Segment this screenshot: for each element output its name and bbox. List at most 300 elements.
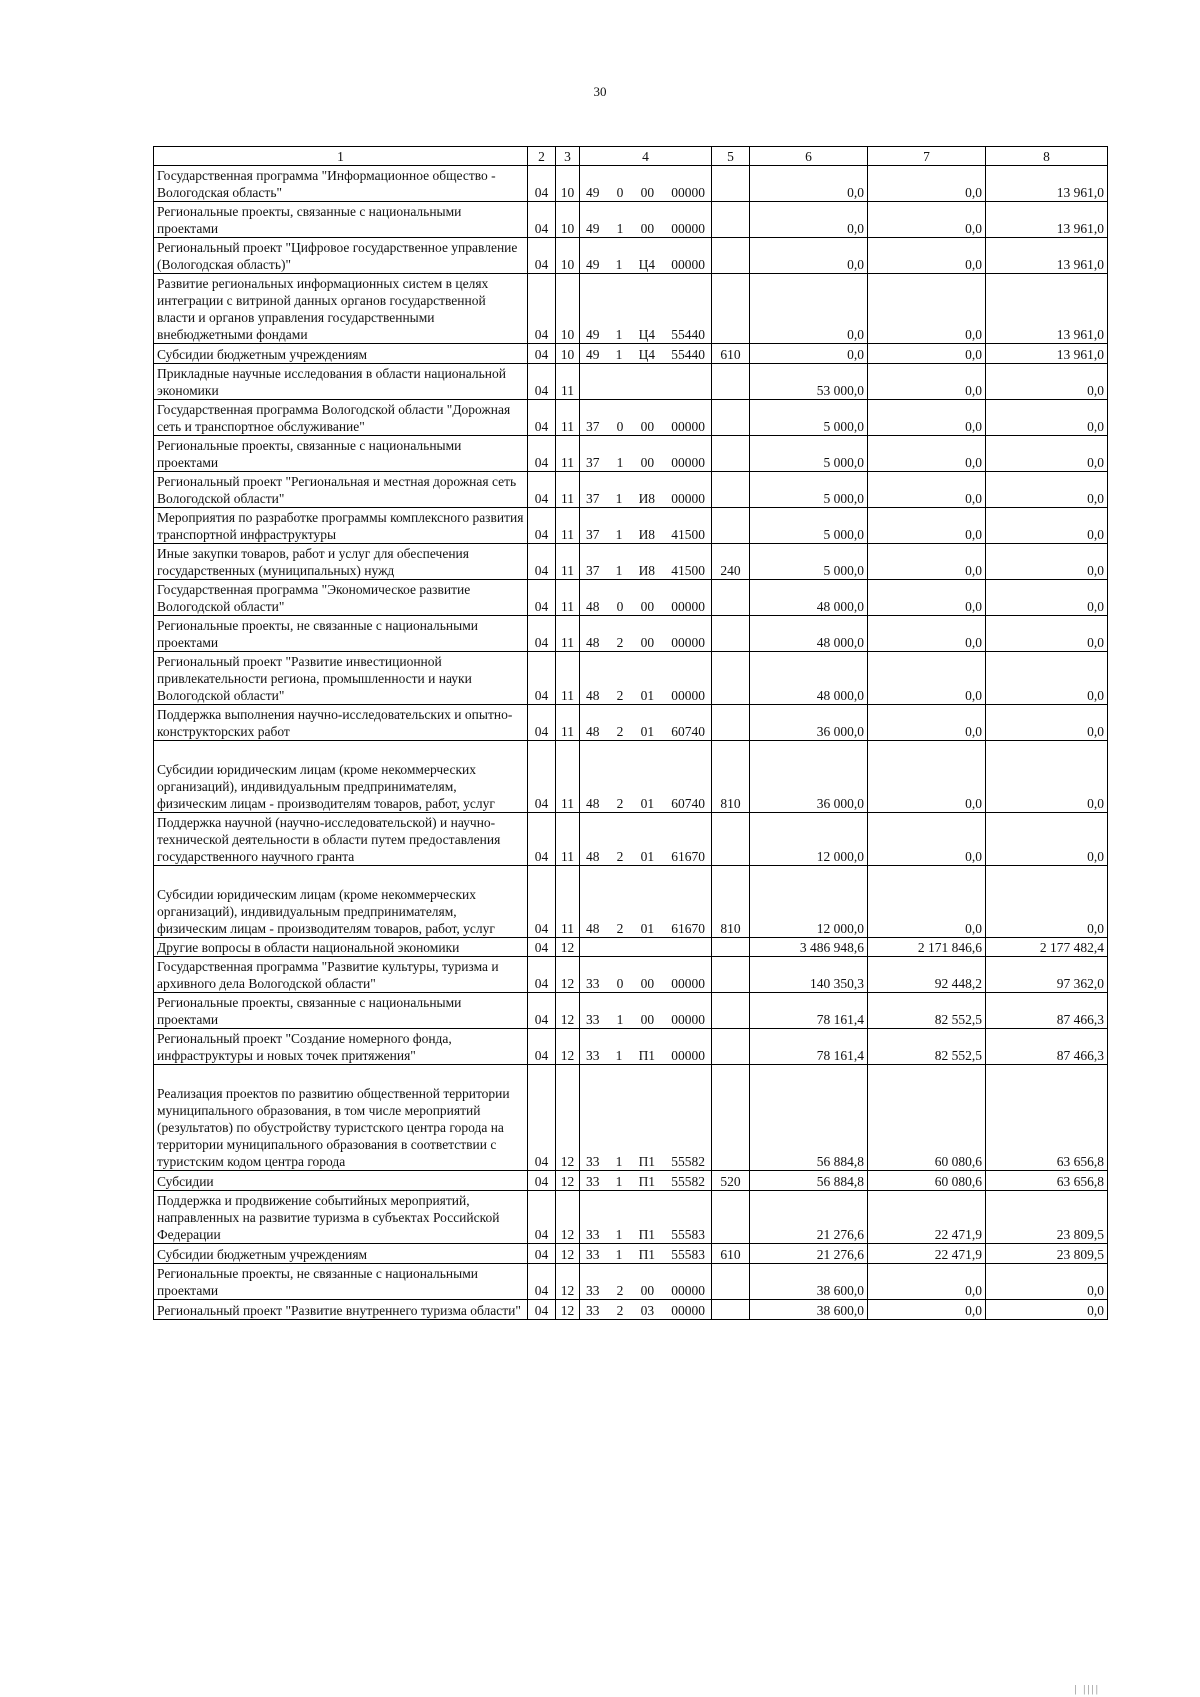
row-name: Региональный проект "Региональная и местная дорожная сеть Вологодской области" — [154, 472, 528, 508]
target-article-code — [580, 957, 712, 993]
subsection-code: 12 — [556, 1300, 580, 1320]
amount-year-1: 36 000,0 — [750, 741, 868, 813]
amount-year-2: 0,0 — [868, 616, 986, 652]
target-article-code — [580, 1029, 712, 1065]
row-name: Субсидии бюджетным учреждениям — [154, 344, 528, 364]
section-code: 04 — [528, 741, 556, 813]
expense-type-code — [712, 238, 750, 274]
program-code: 48 — [586, 599, 600, 614]
project-code: 01 — [640, 796, 655, 811]
row-name: Региональные проекты, связанные с национальными проектами — [154, 993, 528, 1029]
subsection-code: 11 — [556, 508, 580, 544]
table-row — [154, 1191, 1108, 1244]
program-code: 33 — [586, 976, 600, 991]
section-code: 04 — [528, 472, 556, 508]
project-code: 01 — [640, 849, 655, 864]
expense-type-code — [712, 957, 750, 993]
program-code: 49 — [586, 257, 600, 272]
section-code: 04 — [528, 400, 556, 436]
amount-year-2: 0,0 — [868, 166, 986, 202]
amount-year-1: 38 600,0 — [750, 1300, 868, 1320]
expense-type-code — [712, 580, 750, 616]
project-code: 00 — [640, 599, 655, 614]
expense-type-code — [712, 436, 750, 472]
program-code: 48 — [586, 796, 600, 811]
amount-year-1: 78 161,4 — [750, 1029, 868, 1065]
subprogram-code: 1 — [615, 1174, 623, 1189]
amount-year-1: 0,0 — [750, 166, 868, 202]
amount-year-3: 13 961,0 — [986, 238, 1108, 274]
expense-type-code — [712, 1264, 750, 1300]
subsection-code: 11 — [556, 741, 580, 813]
amount-year-1: 5 000,0 — [750, 472, 868, 508]
amount-year-3: 0,0 — [986, 1264, 1108, 1300]
expense-type-code — [712, 274, 750, 344]
amount-year-3: 0,0 — [986, 741, 1108, 813]
target-article-code — [580, 508, 712, 544]
row-name: Государственная программа "Развитие культуры, туризма и архивного дела Вологодской области" — [154, 957, 528, 993]
expense-type-code: 810 — [712, 866, 750, 938]
target-article-code — [580, 938, 712, 957]
section-code: 04 — [528, 938, 556, 957]
section-code: 04 — [528, 580, 556, 616]
header-cell: 2 — [528, 147, 556, 166]
target-article-code — [580, 344, 712, 364]
subprogram-code: 1 — [615, 527, 623, 542]
section-code: 04 — [528, 544, 556, 580]
table-row — [154, 400, 1108, 436]
header-cell: 6 — [750, 147, 868, 166]
project-code: Ц4 — [638, 347, 656, 362]
section-code: 04 — [528, 238, 556, 274]
expense-type-code — [712, 705, 750, 741]
row-name: Государственная программа "Экономическое развитие Вологодской области" — [154, 580, 528, 616]
program-code: 48 — [586, 724, 600, 739]
amount-year-1: 12 000,0 — [750, 866, 868, 938]
program-code: 37 — [586, 563, 600, 578]
budget-table — [153, 146, 1108, 1320]
table-row — [154, 166, 1108, 202]
amount-year-2: 0,0 — [868, 364, 986, 400]
expense-type-code — [712, 616, 750, 652]
table-row — [154, 580, 1108, 616]
project-code: Ц4 — [638, 257, 656, 272]
project-code: 00 — [640, 976, 655, 991]
section-code: 04 — [528, 1300, 556, 1320]
amount-year-1: 5 000,0 — [750, 508, 868, 544]
amount-year-3: 2 177 482,4 — [986, 938, 1108, 957]
subprogram-code: 1 — [615, 347, 623, 362]
subprogram-code: 1 — [615, 257, 623, 272]
header-cell: 5 — [712, 147, 750, 166]
expense-type-code — [712, 1065, 750, 1171]
amount-year-3: 13 961,0 — [986, 166, 1108, 202]
section-code: 04 — [528, 274, 556, 344]
amount-year-2: 60 080,6 — [868, 1171, 986, 1191]
section-code: 04 — [528, 866, 556, 938]
scan-mark: | |||| — [1074, 1683, 1100, 1695]
direction-code: 55582 — [671, 1174, 705, 1189]
subsection-code: 12 — [556, 1191, 580, 1244]
row-name: Поддержка выполнения научно-исследовательских и опытно-конструкторских работ — [154, 705, 528, 741]
project-code: 01 — [640, 724, 655, 739]
table-row — [154, 957, 1108, 993]
section-code: 04 — [528, 652, 556, 705]
project-code: П1 — [638, 1154, 656, 1169]
expense-type-code: 520 — [712, 1171, 750, 1191]
table-row — [154, 993, 1108, 1029]
target-article-code — [580, 1191, 712, 1244]
section-code: 04 — [528, 436, 556, 472]
amount-year-2: 92 448,2 — [868, 957, 986, 993]
project-code: 00 — [640, 185, 655, 200]
amount-year-3: 0,0 — [986, 364, 1108, 400]
table-row — [154, 938, 1108, 957]
direction-code: 00000 — [671, 1012, 705, 1027]
table-row — [154, 741, 1108, 813]
section-code: 04 — [528, 1264, 556, 1300]
project-code: И8 — [638, 563, 656, 578]
target-article-code — [580, 472, 712, 508]
row-name: Мероприятия по разработке программы комплексного развития транспортной инфраструктуры — [154, 508, 528, 544]
amount-year-2: 0,0 — [868, 344, 986, 364]
target-article-code — [580, 741, 712, 813]
amount-year-3: 0,0 — [986, 813, 1108, 866]
header-cell: 8 — [986, 147, 1108, 166]
direction-code: 55440 — [671, 347, 705, 362]
amount-year-1: 5 000,0 — [750, 436, 868, 472]
expense-type-code — [712, 364, 750, 400]
section-code: 04 — [528, 166, 556, 202]
amount-year-2: 0,0 — [868, 202, 986, 238]
section-code: 04 — [528, 1029, 556, 1065]
subprogram-code: 2 — [616, 635, 624, 650]
table-row — [154, 364, 1108, 400]
target-article-code — [580, 652, 712, 705]
target-article-code — [580, 705, 712, 741]
program-code: 33 — [586, 1174, 600, 1189]
table-row — [154, 1029, 1108, 1065]
subprogram-code: 0 — [616, 599, 624, 614]
amount-year-1: 56 884,8 — [750, 1065, 868, 1171]
project-code: Ц4 — [638, 327, 656, 342]
amount-year-2: 60 080,6 — [868, 1065, 986, 1171]
table-row — [154, 1264, 1108, 1300]
row-name: Региональный проект "Создание номерного фонда, инфраструктуры и новых точек притяжения" — [154, 1029, 528, 1065]
subprogram-code: 2 — [616, 796, 624, 811]
amount-year-2: 0,0 — [868, 1264, 986, 1300]
header-cell: 3 — [556, 147, 580, 166]
subprogram-code: 1 — [615, 1154, 623, 1169]
target-article-code — [580, 616, 712, 652]
project-code: П1 — [638, 1247, 656, 1262]
amount-year-1: 0,0 — [750, 344, 868, 364]
subsection-code: 11 — [556, 705, 580, 741]
subsection-code: 11 — [556, 472, 580, 508]
project-code: 00 — [640, 1012, 655, 1027]
target-article-code — [580, 202, 712, 238]
section-code: 04 — [528, 1244, 556, 1264]
row-name: Развитие региональных информационных систем в целях интеграции с витриной данных органов государственной власти и органов управления государственными внебюджетными фондами — [154, 274, 528, 344]
direction-code: 00000 — [671, 976, 705, 991]
direction-code: 00000 — [671, 491, 705, 506]
table-row — [154, 866, 1108, 938]
table-body — [154, 166, 1108, 1320]
amount-year-2: 0,0 — [868, 436, 986, 472]
subsection-code: 10 — [556, 238, 580, 274]
amount-year-3: 0,0 — [986, 1300, 1108, 1320]
table-row — [154, 705, 1108, 741]
subsection-code: 11 — [556, 400, 580, 436]
row-name: Региональный проект "Цифровое государственное управление (Вологодская область)" — [154, 238, 528, 274]
row-name: Государственная программа Вологодской области "Дорожная сеть и транспортное обслуживание" — [154, 400, 528, 436]
direction-code: 00000 — [671, 1283, 705, 1298]
amount-year-2: 82 552,5 — [868, 993, 986, 1029]
subprogram-code: 1 — [615, 1247, 623, 1262]
direction-code: 60740 — [671, 724, 705, 739]
direction-code: 55583 — [671, 1247, 705, 1262]
table-row — [154, 813, 1108, 866]
table-row — [154, 508, 1108, 544]
program-code: 48 — [586, 688, 600, 703]
row-name: Поддержка и продвижение событийных мероприятий, направленных на развитие туризма в субъектах Российской Федерации — [154, 1191, 528, 1244]
section-code: 04 — [528, 364, 556, 400]
target-article-code — [580, 1171, 712, 1191]
expense-type-code — [712, 938, 750, 957]
amount-year-3: 87 466,3 — [986, 1029, 1108, 1065]
row-name: Субсидии бюджетным учреждениям — [154, 1244, 528, 1264]
amount-year-1: 38 600,0 — [750, 1264, 868, 1300]
program-code: 37 — [586, 455, 600, 470]
subsection-code: 11 — [556, 616, 580, 652]
table-row — [154, 436, 1108, 472]
table-row — [154, 274, 1108, 344]
direction-code: 41500 — [671, 527, 705, 542]
row-name: Государственная программа "Информационное общество - Вологодская область" — [154, 166, 528, 202]
subsection-code: 12 — [556, 1244, 580, 1264]
project-code: И8 — [638, 491, 656, 506]
section-code: 04 — [528, 344, 556, 364]
amount-year-3: 0,0 — [986, 508, 1108, 544]
table-row — [154, 1171, 1108, 1191]
subsection-code: 11 — [556, 436, 580, 472]
direction-code: 55440 — [671, 327, 705, 342]
row-name: Региональные проекты, не связанные с национальными проектами — [154, 616, 528, 652]
expense-type-code — [712, 166, 750, 202]
target-article-code — [580, 364, 712, 400]
subsection-code: 12 — [556, 1171, 580, 1191]
expense-type-code: 610 — [712, 1244, 750, 1264]
program-code: 33 — [586, 1154, 600, 1169]
amount-year-3: 63 656,8 — [986, 1171, 1108, 1191]
program-code: 37 — [586, 419, 600, 434]
expense-type-code — [712, 993, 750, 1029]
expense-type-code: 610 — [712, 344, 750, 364]
table-row — [154, 1244, 1108, 1264]
section-code: 04 — [528, 705, 556, 741]
amount-year-1: 5 000,0 — [750, 544, 868, 580]
program-code: 37 — [586, 527, 600, 542]
project-code: П1 — [638, 1048, 656, 1063]
amount-year-3: 0,0 — [986, 436, 1108, 472]
amount-year-3: 97 362,0 — [986, 957, 1108, 993]
direction-code: 00000 — [671, 257, 705, 272]
subsection-code: 11 — [556, 866, 580, 938]
expense-type-code: 810 — [712, 741, 750, 813]
row-name: Региональный проект "Развитие инвестиционной привлекательности региона, промышленности и науки Вологодской области" — [154, 652, 528, 705]
amount-year-1: 48 000,0 — [750, 580, 868, 616]
row-name: Региональные проекты, связанные с национальными проектами — [154, 202, 528, 238]
subsection-code: 12 — [556, 1264, 580, 1300]
amount-year-2: 0,0 — [868, 238, 986, 274]
direction-code: 55583 — [671, 1227, 705, 1242]
section-code: 04 — [528, 1065, 556, 1171]
target-article-code — [580, 580, 712, 616]
subprogram-code: 1 — [615, 327, 623, 342]
amount-year-3: 0,0 — [986, 705, 1108, 741]
amount-year-3: 63 656,8 — [986, 1065, 1108, 1171]
subsection-code: 11 — [556, 580, 580, 616]
amount-year-2: 0,0 — [868, 400, 986, 436]
program-code: 33 — [586, 1283, 600, 1298]
subsection-code: 10 — [556, 274, 580, 344]
target-article-code — [580, 813, 712, 866]
subprogram-code: 1 — [615, 491, 623, 506]
subprogram-code: 1 — [615, 1048, 623, 1063]
direction-code: 00000 — [671, 1303, 705, 1318]
amount-year-2: 0,0 — [868, 705, 986, 741]
subsection-code: 11 — [556, 364, 580, 400]
amount-year-1: 21 276,6 — [750, 1244, 868, 1264]
row-name: Другие вопросы в области национальной экономики — [154, 938, 528, 957]
target-article-code — [580, 544, 712, 580]
expense-type-code — [712, 472, 750, 508]
amount-year-1: 3 486 948,6 — [750, 938, 868, 957]
expense-type-code: 240 — [712, 544, 750, 580]
project-code: П1 — [638, 1227, 656, 1242]
subsection-code: 11 — [556, 544, 580, 580]
expense-type-code — [712, 813, 750, 866]
direction-code: 55582 — [671, 1154, 705, 1169]
amount-year-1: 140 350,3 — [750, 957, 868, 993]
target-article-code — [580, 993, 712, 1029]
target-article-code — [580, 274, 712, 344]
direction-code: 00000 — [671, 1048, 705, 1063]
target-article-code — [580, 166, 712, 202]
program-code: 49 — [586, 327, 600, 342]
header-cell: 4 — [580, 147, 712, 166]
subprogram-code: 1 — [616, 455, 624, 470]
row-name: Прикладные научные исследования в области национальной экономики — [154, 364, 528, 400]
project-code: П1 — [638, 1174, 656, 1189]
header-cell: 1 — [154, 147, 528, 166]
subsection-code: 12 — [556, 1029, 580, 1065]
subprogram-code: 1 — [616, 221, 624, 236]
expense-type-code — [712, 202, 750, 238]
project-code: 00 — [640, 635, 655, 650]
amount-year-2: 0,0 — [868, 652, 986, 705]
section-code: 04 — [528, 957, 556, 993]
subprogram-code: 0 — [616, 976, 624, 991]
subprogram-code: 2 — [616, 688, 624, 703]
subprogram-code: 0 — [616, 419, 624, 434]
target-article-code — [580, 1264, 712, 1300]
amount-year-3: 23 809,5 — [986, 1191, 1108, 1244]
table-row — [154, 202, 1108, 238]
expense-type-code — [712, 1300, 750, 1320]
amount-year-1: 0,0 — [750, 238, 868, 274]
expense-type-code — [712, 400, 750, 436]
program-code: 33 — [586, 1303, 600, 1318]
project-code: 01 — [640, 921, 655, 936]
section-code: 04 — [528, 813, 556, 866]
direction-code: 61670 — [671, 849, 705, 864]
amount-year-2: 22 471,9 — [868, 1244, 986, 1264]
direction-code: 00000 — [671, 455, 705, 470]
row-name: Региональные проекты, не связанные с национальными проектами — [154, 1264, 528, 1300]
project-code: 00 — [640, 455, 655, 470]
amount-year-2: 0,0 — [868, 1300, 986, 1320]
table-row — [154, 616, 1108, 652]
amount-year-1: 78 161,4 — [750, 993, 868, 1029]
page-number: 30 — [593, 84, 607, 99]
section-code: 04 — [528, 508, 556, 544]
direction-code: 00000 — [671, 221, 705, 236]
row-name: Субсидии юридическим лицам (кроме некоммерческих организаций), индивидуальным предпринимателям, физическим лицам - производителям товаров, работ, услуг — [154, 741, 528, 813]
table-row — [154, 1300, 1108, 1320]
amount-year-2: 22 471,9 — [868, 1191, 986, 1244]
row-name: Региональный проект "Развитие внутреннего туризма области" — [154, 1300, 528, 1320]
project-code: 03 — [640, 1303, 655, 1318]
amount-year-2: 0,0 — [868, 580, 986, 616]
amount-year-3: 23 809,5 — [986, 1244, 1108, 1264]
program-code: 49 — [586, 185, 600, 200]
amount-year-1: 21 276,6 — [750, 1191, 868, 1244]
direction-code: 60740 — [671, 796, 705, 811]
program-code: 33 — [586, 1048, 600, 1063]
target-article-code — [580, 238, 712, 274]
subprogram-code: 2 — [616, 1303, 624, 1318]
expense-type-code — [712, 1191, 750, 1244]
table-row — [154, 472, 1108, 508]
amount-year-3: 13 961,0 — [986, 274, 1108, 344]
target-article-code — [580, 1065, 712, 1171]
amount-year-2: 0,0 — [868, 813, 986, 866]
subsection-code: 10 — [556, 202, 580, 238]
amount-year-2: 0,0 — [868, 508, 986, 544]
row-name: Региональные проекты, связанные с национальными проектами — [154, 436, 528, 472]
direction-code: 00000 — [671, 185, 705, 200]
table-row — [154, 238, 1108, 274]
direction-code: 00000 — [671, 599, 705, 614]
target-article-code — [580, 1244, 712, 1264]
amount-year-2: 82 552,5 — [868, 1029, 986, 1065]
amount-year-3: 13 961,0 — [986, 344, 1108, 364]
program-code: 33 — [586, 1012, 600, 1027]
direction-code: 00000 — [671, 635, 705, 650]
header-row — [154, 147, 1108, 166]
amount-year-2: 0,0 — [868, 472, 986, 508]
table-row — [154, 652, 1108, 705]
amount-year-3: 0,0 — [986, 616, 1108, 652]
subsection-code: 11 — [556, 652, 580, 705]
amount-year-1: 12 000,0 — [750, 813, 868, 866]
expense-type-code — [712, 508, 750, 544]
amount-year-2: 2 171 846,6 — [868, 938, 986, 957]
direction-code: 00000 — [671, 419, 705, 434]
subsection-code: 12 — [556, 957, 580, 993]
amount-year-3: 0,0 — [986, 472, 1108, 508]
